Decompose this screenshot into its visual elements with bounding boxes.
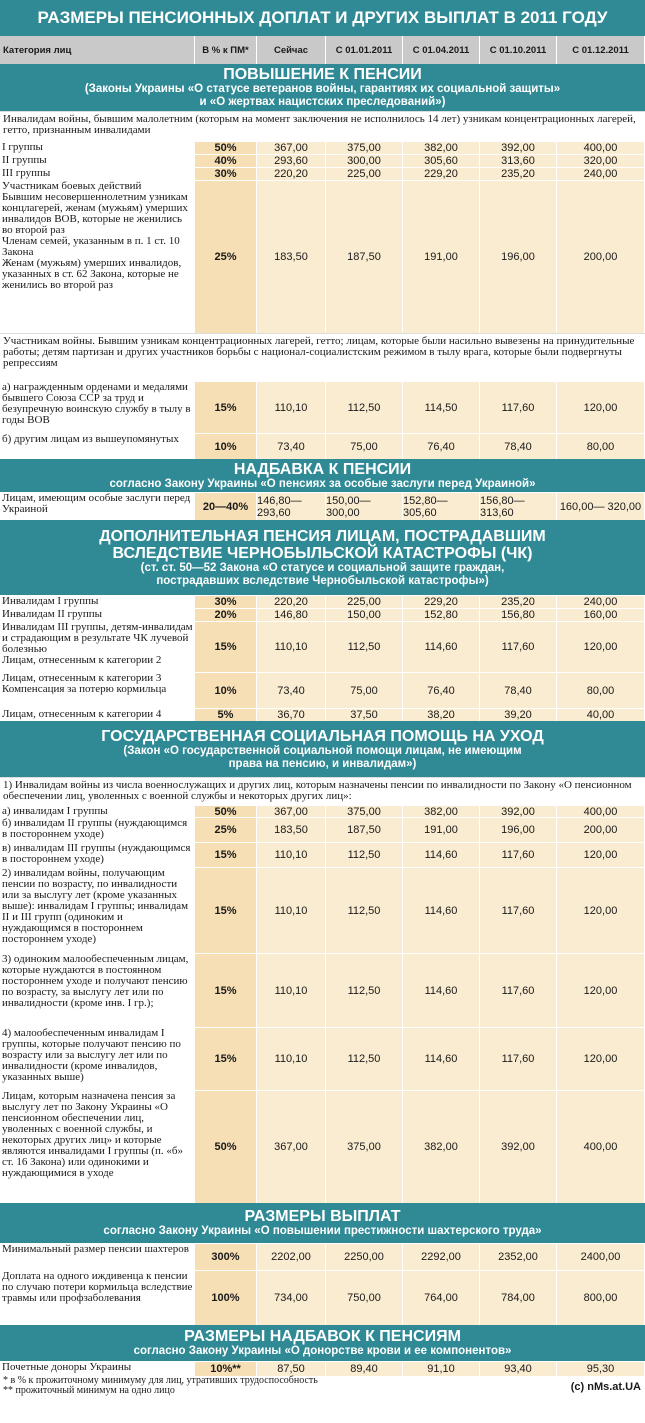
row-value: 120,00 xyxy=(557,954,645,1027)
row-label-line: Лицам, отнесенным к категории 2 xyxy=(2,654,162,666)
row-label: Почетные доноры Украины xyxy=(0,1362,195,1376)
row-value: 117,60 xyxy=(480,843,557,867)
section-header xyxy=(0,459,645,492)
row-value: 36,70 xyxy=(257,709,326,721)
row-label: 2) инвалидам войны, получающим пенсии по возрасту, по инвалидности или за выслугу лет (кроме указанных выше): инвалидам I группы; инвалидам II и III групп (одиноким и нуждающимся в постороннем постороннем уходе) xyxy=(0,868,195,953)
row-value: 220,20 xyxy=(257,596,326,608)
row-value: 50% xyxy=(195,1091,257,1203)
row-value: 114,50 xyxy=(403,382,480,433)
table-row xyxy=(0,1027,645,1090)
row-value: 183,50 xyxy=(257,818,326,842)
table-row xyxy=(0,672,645,708)
row-label: Инвалидам II группы xyxy=(0,609,195,621)
row-value: 2352,00 xyxy=(480,1244,557,1270)
row-value: 117,60 xyxy=(480,868,557,953)
row-value: 183,50 xyxy=(257,181,326,333)
table-row xyxy=(0,141,645,154)
section-text: права на пенсию, и инвалидам») xyxy=(228,757,417,770)
table-row xyxy=(0,817,645,842)
row-value: 37,50 xyxy=(326,709,403,721)
section-text: ДОПОЛНИТЕЛЬНАЯ ПЕНСИЯ ЛИЦАМ, ПОСТРАДАВШИМ xyxy=(99,527,546,545)
row-value: 375,00 xyxy=(326,806,403,817)
section-text: ВСЛЕДСТВИЕ ЧЕРНОБЫЛЬСКОЙ КАТАСТРОФЫ (ЧК) xyxy=(112,544,533,562)
row-value: 187,50 xyxy=(326,181,403,333)
section-header xyxy=(0,520,645,595)
row-label-line: Бывшим несовершеннолетним узникам концлагерей, женам (мужьям) умерших инвалидов ВОВ, которые не женились во второй раз xyxy=(2,191,188,236)
column-header: С 01.10.2011 xyxy=(480,36,557,64)
row-value: 367,00 xyxy=(257,806,326,817)
row-value: 5% xyxy=(195,709,257,721)
row-value: 89,40 xyxy=(326,1362,403,1376)
row-value: 375,00 xyxy=(326,1091,403,1203)
row-value: 225,00 xyxy=(326,168,403,180)
row-value: 196,00 xyxy=(480,818,557,842)
row-value: 146,80— 293,60 xyxy=(257,493,326,520)
row-value: 784,00 xyxy=(480,1271,557,1325)
row-value: 367,00 xyxy=(257,1091,326,1203)
table-row xyxy=(0,1270,645,1325)
row-value: 156,80— 313,60 xyxy=(480,493,557,520)
row-value: 400,00 xyxy=(557,806,645,817)
row-value: 764,00 xyxy=(403,1271,480,1325)
row-value: 117,60 xyxy=(480,1028,557,1090)
row-value: 120,00 xyxy=(557,868,645,953)
section-text: и «О жертвах нацистских преследований») xyxy=(199,96,446,108)
row-value: 313,60 xyxy=(480,155,557,167)
table-row xyxy=(0,154,645,167)
row-value: 240,00 xyxy=(557,168,645,180)
row-value: 110,10 xyxy=(257,382,326,433)
row-value: 112,50 xyxy=(326,622,403,672)
section-text: согласно Закону Украины «О пенсиях за особые заслуги перед Украиной» xyxy=(109,477,536,490)
section-text: НАДБАВКА К ПЕНСИИ xyxy=(233,460,412,478)
table-row xyxy=(0,1090,645,1203)
row-label xyxy=(0,181,195,333)
row-value: 392,00 xyxy=(480,142,557,154)
row-value: 152,80— 305,60 xyxy=(403,493,480,520)
row-value: 73,40 xyxy=(257,434,326,459)
row-value: 117,60 xyxy=(480,954,557,1027)
table-row xyxy=(0,492,645,520)
row-value: 15% xyxy=(195,382,257,433)
row-value: 76,40 xyxy=(403,673,480,708)
row-value: 750,00 xyxy=(326,1271,403,1325)
table-row xyxy=(0,167,645,180)
column-header: В % к ПМ* xyxy=(195,36,257,64)
row-value: 293,60 xyxy=(257,155,326,167)
row-label: б) другим лицам из вышеупомянутых xyxy=(0,434,195,459)
row-label: III группы xyxy=(0,168,195,180)
row-label: I группы xyxy=(0,142,195,154)
row-value: 15% xyxy=(195,843,257,867)
row-value: 93,40 xyxy=(480,1362,557,1376)
row-value: 2292,00 xyxy=(403,1244,480,1270)
row-value: 15% xyxy=(195,954,257,1027)
footnote: * в % к прожиточному минимуму для лиц, утративших трудоспособность xyxy=(3,1375,318,1386)
table-row xyxy=(0,842,645,867)
row-value: 40% xyxy=(195,155,257,167)
row-value: 229,20 xyxy=(403,168,480,180)
row-value: 10% xyxy=(195,434,257,459)
row-value: 152,80 xyxy=(403,609,480,621)
row-label: II группы xyxy=(0,155,195,167)
row-value: 160,00— 320,00 xyxy=(557,493,645,520)
row-value: 30% xyxy=(195,168,257,180)
row-value: 112,50 xyxy=(326,382,403,433)
row-value: 117,60 xyxy=(480,382,557,433)
row-label-line: Женам (мужьям) умерших инвалидов, указанных в ст. 62 Закона, которые не женились во второй раз xyxy=(2,257,182,291)
row-value: 112,50 xyxy=(326,954,403,1027)
row-value: 15% xyxy=(195,868,257,953)
row-value: 25% xyxy=(195,818,257,842)
column-header: Категория лиц xyxy=(0,36,195,64)
section-text: согласно Закону Украины «О повышении престижности шахтерского труда» xyxy=(103,1225,542,1237)
row-value: 87,50 xyxy=(257,1362,326,1376)
row-value: 300,00 xyxy=(326,155,403,167)
row-value: 91,10 xyxy=(403,1362,480,1376)
row-value: 20—40% xyxy=(195,493,257,520)
row-value: 110,10 xyxy=(257,868,326,953)
row-value: 80,00 xyxy=(557,434,645,459)
table-row xyxy=(0,953,645,1027)
column-header: С 01.01.2011 xyxy=(326,36,403,64)
row-value: 300% xyxy=(195,1244,257,1270)
row-value: 75,00 xyxy=(326,673,403,708)
row-label: 4) малообеспеченным инвалидам I группы, которые получают пенсию по возрасту или за выслугу лет или по инвалидности (кроме инвалидов, указанных выше) xyxy=(0,1028,195,1090)
row-value: 117,60 xyxy=(480,622,557,672)
row-value: 2400,00 xyxy=(557,1244,645,1270)
row-value: 367,00 xyxy=(257,142,326,154)
row-label: б) инвалидам II группы (нуждающимся в постороннем уходе) xyxy=(0,818,195,842)
section-header xyxy=(0,64,645,111)
row-value: 225,00 xyxy=(326,596,403,608)
row-value: 320,00 xyxy=(557,155,645,167)
row-value: 15% xyxy=(195,1028,257,1090)
row-label-line: Участникам боевых действий xyxy=(2,181,142,192)
row-value: 400,00 xyxy=(557,1091,645,1203)
column-header: С 01.04.2011 xyxy=(403,36,480,64)
column-header: Сейчас xyxy=(257,36,326,64)
row-value: 100% xyxy=(195,1271,257,1325)
table-row xyxy=(0,381,645,433)
row-value: 38,20 xyxy=(403,709,480,721)
row-label: 3) одиноким малообеспеченным лицам, которые нуждаются в постоянном постороннем уходе и получают пенсию по возрасту, за выслугу лет или по инвалидности (кроме инв. I гр.); xyxy=(0,954,195,1027)
section-text: ГОСУДАРСТВЕННАЯ СОЦИАЛЬНАЯ ПОМОЩЬ НА УХОД xyxy=(101,727,544,745)
section-text: (ст. ст. 50—52 Закона «О статусе и социальной защите граждан, xyxy=(140,561,505,574)
row-value: 160,00 xyxy=(557,609,645,621)
row-value: 382,00 xyxy=(403,142,480,154)
table-row xyxy=(0,867,645,953)
table-row xyxy=(0,621,645,672)
table-row xyxy=(0,608,645,621)
row-value: 235,20 xyxy=(480,168,557,180)
row-value: 392,00 xyxy=(480,1091,557,1203)
row-value: 40,00 xyxy=(557,709,645,721)
row-value: 114,60 xyxy=(403,843,480,867)
section-text: РАЗМЕРЫ ВЫПЛАТ xyxy=(244,1208,401,1225)
section-text: согласно Закону Украины «О донорстве крови и ее компонентов» xyxy=(133,1345,512,1357)
row-value: 120,00 xyxy=(557,622,645,672)
row-value: 191,00 xyxy=(403,818,480,842)
row-value: 30% xyxy=(195,596,257,608)
row-label: а) инвалидам I группы xyxy=(0,806,195,817)
page-title: РАЗМЕРЫ ПЕНСИОННЫХ ДОПЛАТ И ДРУГИХ ВЫПЛАТ В 2011 ГОДУ xyxy=(0,0,645,36)
row-value: 187,50 xyxy=(326,818,403,842)
row-label-line: Членам семей, указанным в п. 1 ст. 10 Закона xyxy=(2,235,180,258)
row-value: 78,40 xyxy=(480,434,557,459)
row-value: 110,10 xyxy=(257,1028,326,1090)
section-note: Инвалидам войны, бывшим малолетним (которым на момент заключения не исполнилось 14 лет) узникам концентрационных лагерей, гетто, признанным инвалидами xyxy=(0,111,645,141)
row-label: Лицам, имеющим особые заслуги перед Украиной xyxy=(0,493,195,520)
row-label: Лицам, отнесенным к категории 4 xyxy=(0,709,195,721)
row-value: 235,20 xyxy=(480,596,557,608)
row-value: 10% xyxy=(195,673,257,708)
column-header-row xyxy=(0,36,645,64)
table-row xyxy=(0,595,645,608)
row-value: 114,60 xyxy=(403,622,480,672)
row-value: 78,40 xyxy=(480,673,557,708)
row-value: 95,30 xyxy=(557,1362,645,1376)
section-text: ПОВЫШЕНИЕ К ПЕНСИИ xyxy=(223,66,422,83)
column-header: С 01.12.2011 xyxy=(557,36,645,64)
row-value: 80,00 xyxy=(557,673,645,708)
row-value: 112,50 xyxy=(326,868,403,953)
footnote: ** прожиточный минимум на одно лицо xyxy=(3,1385,175,1396)
row-value: 25% xyxy=(195,181,257,333)
row-value: 112,50 xyxy=(326,843,403,867)
row-label-line: Компенсация за потерю кормильца xyxy=(2,683,167,695)
row-value: 150,00— 300,00 xyxy=(326,493,403,520)
row-value: 375,00 xyxy=(326,142,403,154)
row-label: Минимальный размер пенсии шахтеров xyxy=(0,1244,195,1270)
section-note: 1) Инвалидам войны из числа военнослужащих и других лиц, которым назначены пенсии по инвалидности по Закону «О пенсионном обеспечении лиц, уволенных с военной службы и некоторых других лиц»: xyxy=(0,777,645,805)
section-header xyxy=(0,1203,645,1243)
section-header xyxy=(0,1325,645,1361)
section-note: Участникам войны. Бывшим узникам концентрационных лагерей, гетто; лицам, которые были насильно вывезены на принудительные работы; детям партизан и других участников борьбы с национал-социалистским режимом в тылу врага, которые были подвергнуты репрессиям xyxy=(0,333,645,381)
section-text: пострадавших вследствие Чернобыльской катастрофы») xyxy=(156,574,489,587)
table-row xyxy=(0,1243,645,1270)
row-value: 150,00 xyxy=(326,609,403,621)
section-header xyxy=(0,721,645,777)
row-value: 392,00 xyxy=(480,806,557,817)
table-row xyxy=(0,180,645,333)
row-value: 110,10 xyxy=(257,954,326,1027)
row-value: 400,00 xyxy=(557,142,645,154)
row-value: 800,00 xyxy=(557,1271,645,1325)
row-label: Инвалидам I группы xyxy=(0,596,195,608)
row-value: 220,20 xyxy=(257,168,326,180)
section-text: (Законы Украины «О статусе ветеранов войны, гарантиях их социальной защиты» xyxy=(84,83,561,95)
row-value: 73,40 xyxy=(257,673,326,708)
row-label: в) инвалидам III группы (нуждающимся в постороннем уходе) xyxy=(0,843,195,867)
row-label: а) награжденным орденами и медалями бывшего Союза ССР за труд и безупречную воинскую службу в тылу в годы ВОВ xyxy=(0,382,195,433)
row-value: 114,60 xyxy=(403,868,480,953)
row-value: 39,20 xyxy=(480,709,557,721)
row-label xyxy=(0,622,195,672)
table-row xyxy=(0,708,645,721)
row-label-line: Инвалидам III группы, детям-инвалидам и страдающим в результате ЧК лучевой болезнью xyxy=(2,622,193,655)
row-value: 191,00 xyxy=(403,181,480,333)
table-row xyxy=(0,805,645,817)
row-value: 200,00 xyxy=(557,818,645,842)
row-value: 196,00 xyxy=(480,181,557,333)
table-row xyxy=(0,433,645,459)
row-label: Доплата на одного иждивенца к пенсии по случаю потери кормильца вследствие травмы или профзаболевания xyxy=(0,1271,195,1325)
section-text: (Закон «О государственной социальной помощи лицам, не имеющим xyxy=(123,744,522,757)
row-value: 75,00 xyxy=(326,434,403,459)
row-value: 120,00 xyxy=(557,382,645,433)
section-text: РАЗМЕРЫ НАДБАВОК К ПЕНСИЯМ xyxy=(184,1328,461,1345)
row-value: 2250,00 xyxy=(326,1244,403,1270)
row-value: 734,00 xyxy=(257,1271,326,1325)
row-value: 50% xyxy=(195,806,257,817)
table-row xyxy=(0,1361,645,1376)
row-value: 110,10 xyxy=(257,843,326,867)
row-value: 114,60 xyxy=(403,1028,480,1090)
row-value: 305,60 xyxy=(403,155,480,167)
row-label: Лицам, которым назначена пенсия за выслугу лет по Закону Украины «О пенсионном обеспечении лиц, уволенных с военной службы, и некоторых других лиц» и которые являются инвалидами I группы (п. «б» ст. 16 Закона) или одинокими и нуждающимися в уходе xyxy=(0,1091,195,1203)
row-value: 110,10 xyxy=(257,622,326,672)
row-value: 146,80 xyxy=(257,609,326,621)
copyright: (c) nMs.at.UA xyxy=(570,1381,641,1393)
row-value: 120,00 xyxy=(557,843,645,867)
row-label-line: Лицам, отнесенным к категории 3 xyxy=(2,673,162,684)
row-value: 15% xyxy=(195,622,257,672)
row-value: 112,50 xyxy=(326,1028,403,1090)
footnotes xyxy=(0,1376,645,1396)
row-value: 120,00 xyxy=(557,1028,645,1090)
row-value: 240,00 xyxy=(557,596,645,608)
row-label xyxy=(0,673,195,708)
row-value: 10%** xyxy=(195,1362,257,1376)
row-value: 382,00 xyxy=(403,1091,480,1203)
row-value: 382,00 xyxy=(403,806,480,817)
row-value: 156,80 xyxy=(480,609,557,621)
row-value: 2202,00 xyxy=(257,1244,326,1270)
row-value: 114,60 xyxy=(403,954,480,1027)
row-value: 50% xyxy=(195,142,257,154)
row-value: 229,20 xyxy=(403,596,480,608)
row-value: 200,00 xyxy=(557,181,645,333)
row-value: 20% xyxy=(195,609,257,621)
row-value: 76,40 xyxy=(403,434,480,459)
